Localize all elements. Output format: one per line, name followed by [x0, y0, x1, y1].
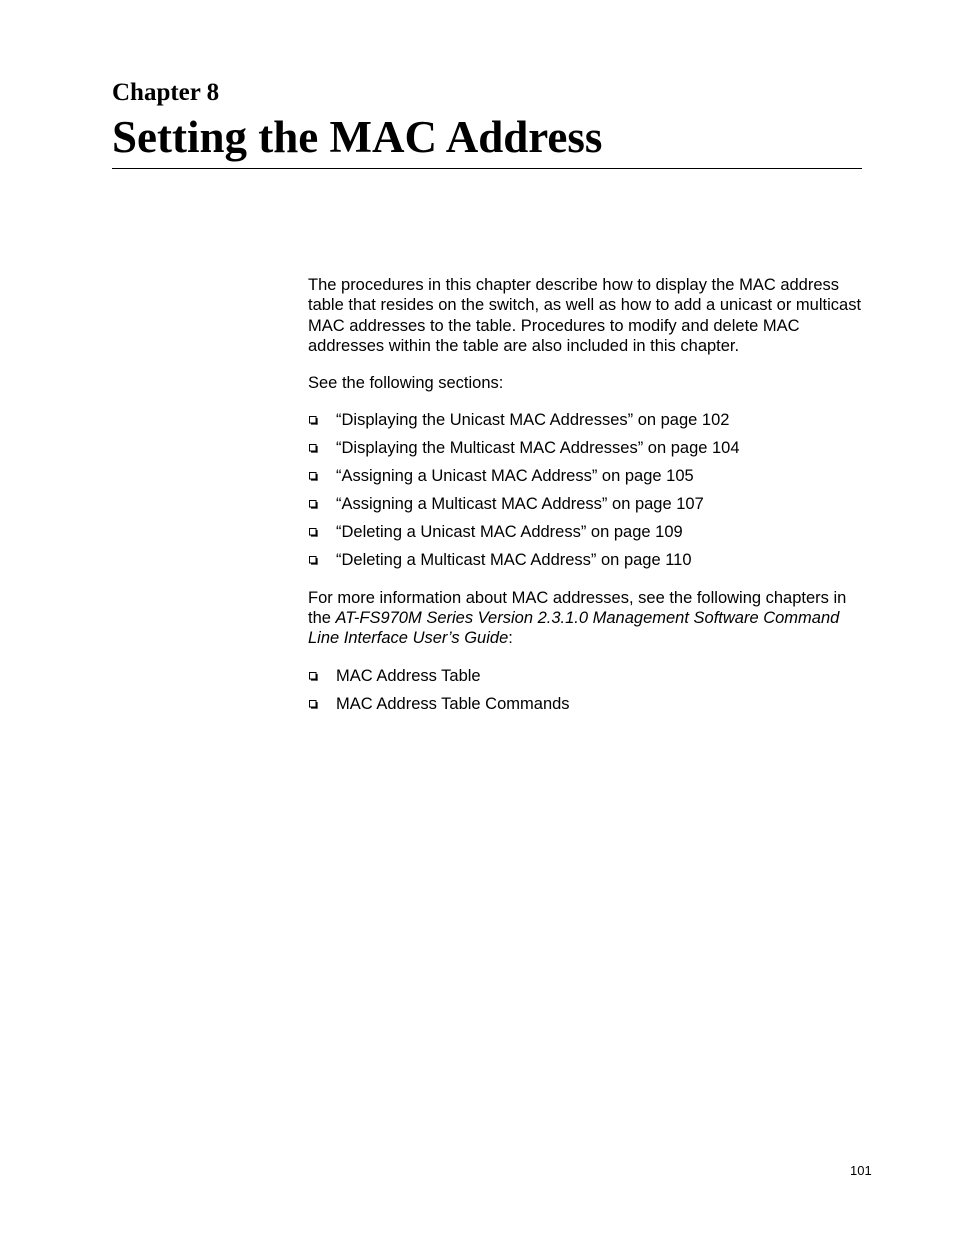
page-number: 101	[850, 1163, 872, 1178]
list-item[interactable]	[308, 438, 873, 466]
intro-paragraph: The procedures in this chapter describe how to display the MAC address table that resides on the switch, as well as how to add a unicast or multicast MAC addresses to the table. Procedures to modify and delete MAC addresses within the table are also included in this chapter.	[308, 276, 862, 355]
list-item[interactable]	[308, 466, 873, 494]
hollow-square-bullet-icon	[309, 500, 318, 509]
chapters-list	[308, 666, 873, 714]
section-link[interactable]: “Assigning a Multicast MAC Address” on page 107	[336, 495, 704, 514]
more-info-text: For more information about MAC addresses, see the following chapters in the	[308, 588, 847, 628]
guide-title: AT-FS970M Series Version 2.3.1.0 Management Software Command Line Interface User’s Guide	[308, 609, 840, 648]
page-title: Setting the MAC Address	[112, 112, 603, 162]
hollow-square-bullet-icon	[309, 472, 318, 481]
list-item[interactable]	[308, 410, 873, 438]
chapter-reference: MAC Address Table	[336, 666, 481, 685]
more-info-colon: :	[508, 629, 513, 648]
list-item[interactable]	[308, 522, 873, 550]
sections-list	[308, 410, 873, 570]
hollow-square-bullet-icon	[309, 416, 318, 425]
hollow-square-bullet-icon	[309, 556, 318, 565]
hollow-square-bullet-icon	[309, 528, 318, 537]
more-info-paragraph	[308, 588, 873, 649]
chapter-label: Chapter 8	[112, 79, 220, 106]
section-link[interactable]: “Displaying the Multicast MAC Addresses” on page 104	[336, 439, 740, 458]
list-item[interactable]	[308, 494, 873, 522]
list-item	[308, 666, 873, 694]
hollow-square-bullet-icon	[309, 444, 318, 453]
section-link[interactable]: “Displaying the Unicast MAC Addresses” on page 102	[336, 411, 730, 430]
chapter-body	[308, 275, 873, 731]
section-link[interactable]: “Deleting a Unicast MAC Address” on page 109	[336, 523, 683, 542]
hollow-square-bullet-icon	[309, 700, 318, 709]
chapter-reference: MAC Address Table Commands	[336, 694, 570, 713]
hollow-square-bullet-icon	[309, 672, 318, 681]
list-item[interactable]	[308, 550, 873, 570]
section-link[interactable]: “Assigning a Unicast MAC Address” on page 105	[336, 467, 694, 486]
title-divider	[112, 168, 862, 169]
list-item	[308, 694, 873, 714]
sections-lead-paragraph: See the following sections:	[308, 374, 504, 393]
section-link[interactable]: “Deleting a Multicast MAC Address” on page 110	[336, 551, 692, 570]
